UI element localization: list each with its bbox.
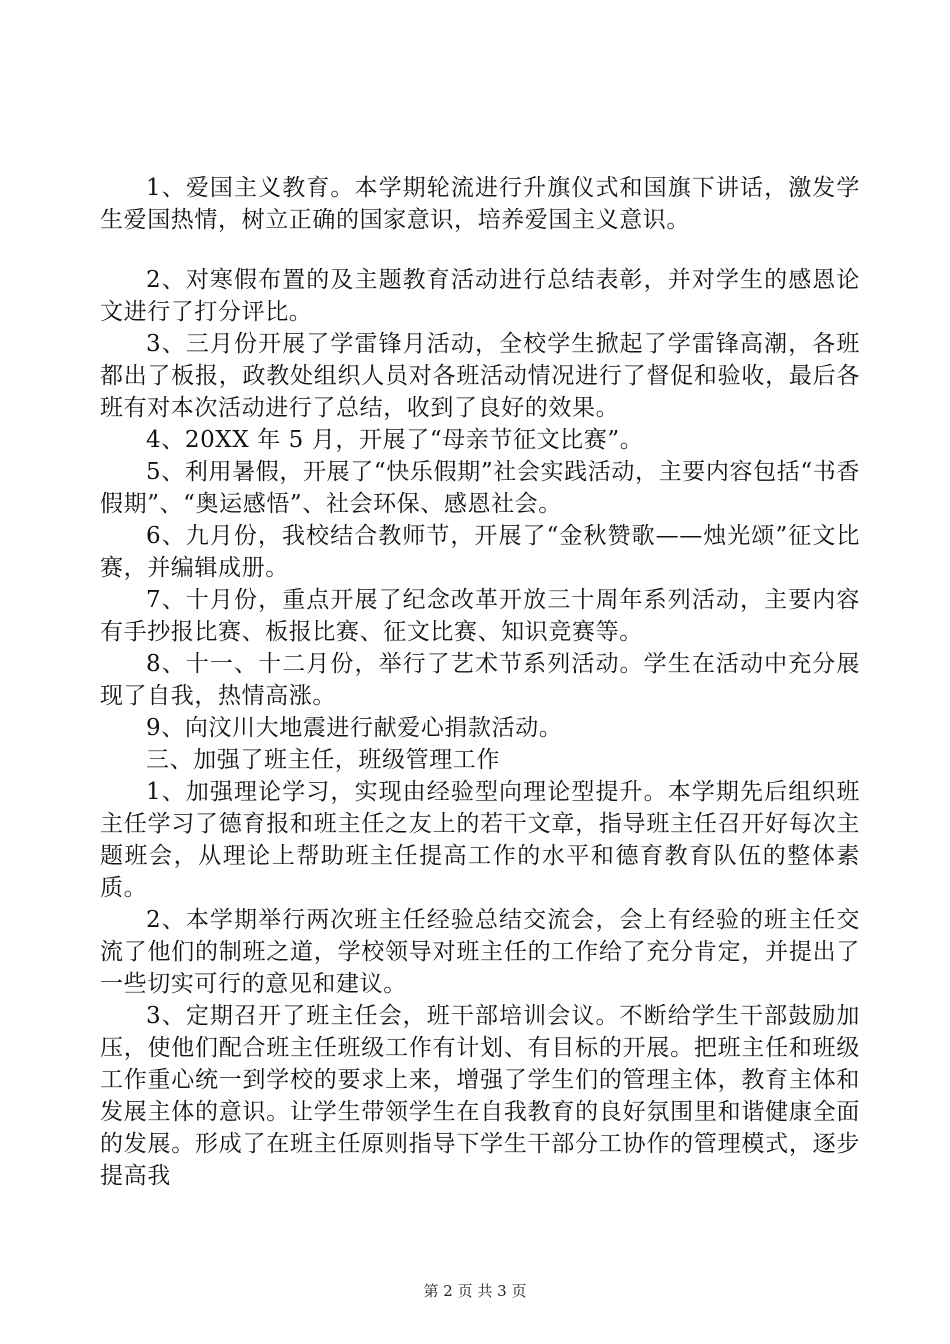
paragraph-summer-activities: 5、利用暑假，开展了“快乐假期”社会实践活动，主要内容包括“书香假期”、“奥运感悟”、社会环保、感恩社会。 — [100, 459, 860, 517]
paragraph-regular-meetings: 3、定期召开了班主任会，班干部培训会议。不断给学生干部鼓励加压，使他们配合班主任班级工作有计划、有目标的开展。把班主任和班级工作重心统一到学校的要求上来，增强了学生们的管理主体，教育主体和发展主体的意识。让学生带领学生在自我教育的良好氛围里和谐健康全面的发展。形成了在班主任原则指导下学生干部分工协作的管理模式，逐步提高我 — [100, 1003, 860, 1189]
paragraph-teachers-day: 6、九月份，我校结合教师节，开展了“金秋赞歌——烛光颂”征文比赛，并编辑成册。 — [100, 523, 860, 581]
document-body — [100, 172, 860, 1192]
paragraph-experience-exchange: 2、本学期举行两次班主任经验总结交流会，会上有经验的班主任交流了他们的制班之道，学校领导对班主任的工作给了充分肯定，并提出了一些切实可行的意见和建议。 — [100, 907, 860, 997]
page-footer: 第 2 页 共 3 页 — [423, 1282, 527, 1300]
paragraph-patriotic-education: 1、爱国主义教育。本学期轮流进行升旗仪式和国旗下讲话，激发学生爱国热情，树立正确的国家意识，培养爱国主义意识。 — [100, 175, 860, 233]
section-heading: 三、加强了班主任，班级管理工作 — [146, 747, 500, 773]
paragraph-lei-feng-month: 3、三月份开展了学雷锋月活动，全校学生掀起了学雷锋高潮，各班都出了板报，政教处组织人员对各班活动情况进行了督促和验收，最后各班有对本次活动进行了总结，收到了良好的效果。 — [100, 331, 860, 421]
paragraph-theory-study: 1、加强理论学习，实现由经验型向理论型提升。本学期先后组织班主任学习了德育报和班主任之友上的若干文章，指导班主任召开好每次主题班会，从理论上帮助班主任提高工作的水平和德育教育队伍的整体素质。 — [100, 779, 860, 901]
paragraph-mothers-day: 4、20XX 年 5 月，开展了“母亲节征文比赛”。 — [146, 427, 644, 453]
paragraph-earthquake-donation: 9、向汶川大地震进行献爱心捐款活动。 — [146, 715, 563, 741]
paragraph-reform-anniversary: 7、十月份，重点开展了纪念改革开放三十周年系列活动，主要内容有手抄报比赛、板报比赛、征文比赛、知识竞赛等。 — [100, 587, 860, 645]
paragraph-art-festival: 8、十一、十二月份，举行了艺术节系列活动。学生在活动中充分展现了自我，热情高涨。 — [100, 651, 860, 709]
paragraph-winter-vacation: 2、对寒假布置的及主题教育活动进行总结表彰，并对学生的感恩论文进行了打分评比。 — [100, 267, 860, 325]
